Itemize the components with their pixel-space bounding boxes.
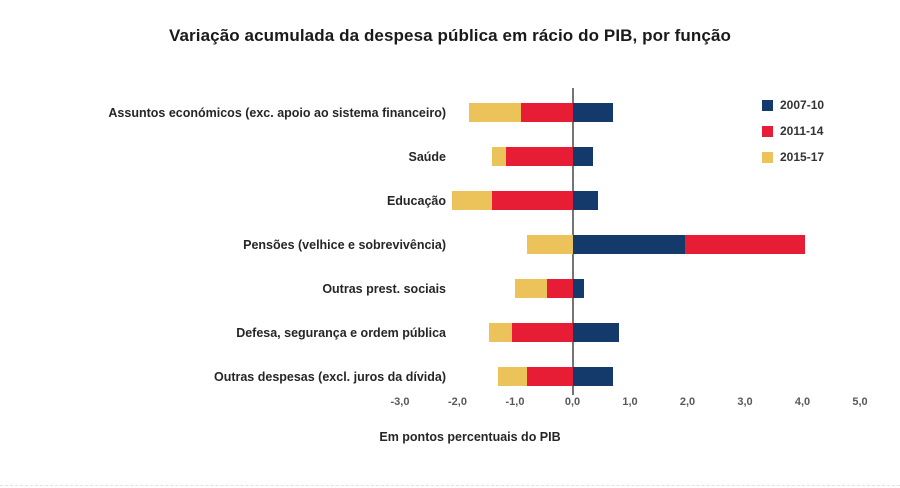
chart-title: Variação acumulada da despesa pública em rácio do PIB, por função	[168, 26, 731, 45]
dashed-divider	[0, 485, 900, 486]
category-label: Pensões (velhice e sobrevivência)	[243, 237, 446, 252]
bar-segment-2007-10	[573, 235, 685, 254]
category-label: Educação	[386, 193, 446, 208]
category-label: Assuntos económicos (exc. apoio ao sistema financeiro)	[108, 105, 446, 120]
bar-segment-2007-10	[573, 367, 613, 386]
x-tick-label: 3,0	[737, 396, 753, 408]
legend-entry	[762, 92, 824, 118]
legend-entry	[762, 118, 824, 144]
bar-segment-2007-10	[573, 147, 593, 166]
category-label: Outras prest. sociais	[322, 281, 446, 296]
bar-segment-2011-14	[492, 191, 573, 210]
bar-segment-2015-17	[527, 235, 573, 254]
legend-swatch-icon	[762, 152, 773, 163]
legend-swatch-icon	[762, 100, 773, 111]
bar-segment-2015-17	[489, 323, 512, 342]
bar-segment-2007-10	[573, 323, 619, 342]
bar-segment-2007-10	[573, 191, 599, 210]
category-label: Saúde	[408, 149, 446, 164]
x-tick-label: 2,0	[679, 396, 696, 408]
bar-segment-2011-14	[527, 367, 573, 386]
bar-segment-2015-17	[469, 103, 521, 122]
legend-swatch-icon	[762, 126, 773, 137]
bar-segment-2015-17	[452, 191, 492, 210]
x-axis-label: Em pontos percentuais do PIB	[379, 430, 561, 444]
legend-label: 2015-17	[780, 150, 825, 164]
bar-segment-2011-14	[512, 323, 572, 342]
category-label: Outras despesas (excl. juros da dívida)	[213, 369, 446, 384]
bar-segment-2015-17	[515, 279, 547, 298]
x-tick-label: -3,0	[390, 396, 410, 408]
bar-segment-2015-17	[492, 147, 506, 166]
x-tick-label: -1,0	[505, 396, 525, 408]
x-tick-label: 0,0	[564, 396, 581, 408]
legend-entry	[762, 144, 824, 170]
bar-segment-2015-17	[498, 367, 527, 386]
bar-segment-2011-14	[547, 279, 573, 298]
x-tick-label: 1,0	[622, 396, 638, 408]
bar-segment-2011-14	[506, 147, 572, 166]
bar-segment-2011-14	[685, 235, 806, 254]
bar-segment-2007-10	[573, 103, 613, 122]
bar-segment-2011-14	[521, 103, 573, 122]
legend-label: 2007-10	[780, 98, 825, 112]
bar-segment-2007-10	[573, 279, 585, 298]
legend-label: 2011-14	[780, 124, 824, 138]
x-tick-label: -2,0	[448, 396, 467, 408]
category-label: Defesa, segurança e ordem pública	[236, 325, 446, 340]
x-tick-label: 5,0	[852, 396, 868, 408]
x-tick-label: 4,0	[794, 396, 811, 408]
legend	[762, 92, 824, 170]
